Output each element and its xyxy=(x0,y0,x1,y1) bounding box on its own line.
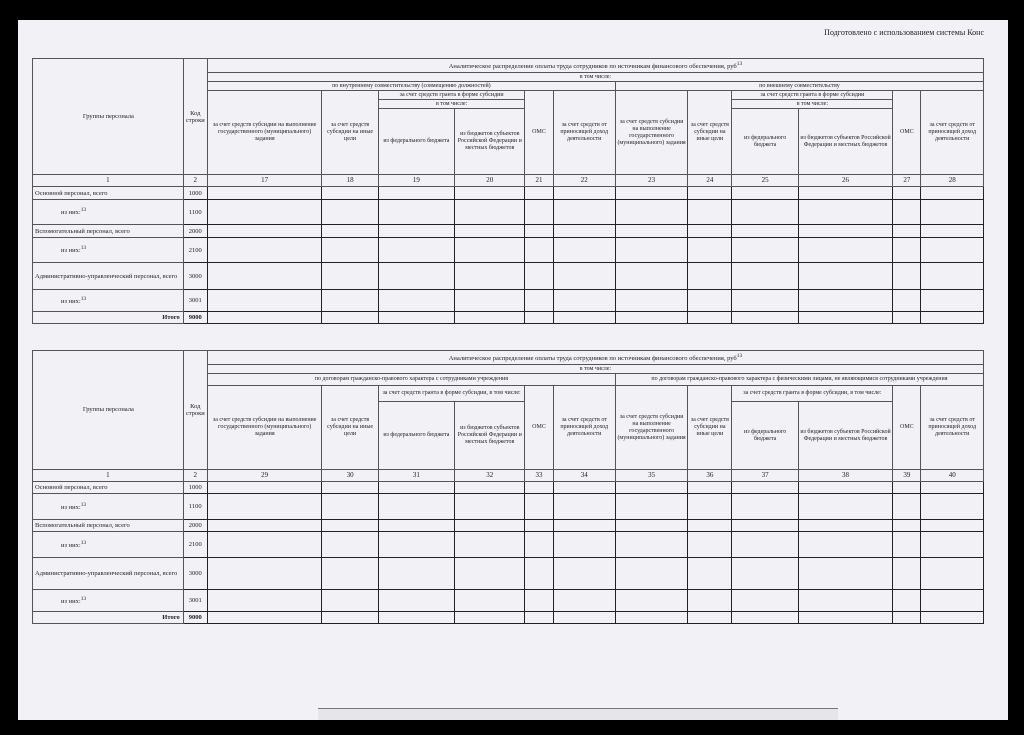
data-cell[interactable] xyxy=(378,532,454,558)
data-cell[interactable] xyxy=(688,520,732,532)
data-cell[interactable] xyxy=(207,312,322,324)
table-row xyxy=(33,590,984,612)
column-number: 34 xyxy=(553,470,615,482)
data-cell[interactable] xyxy=(688,558,732,590)
income-activity-header: за счет средств от приносящей доход деятельности xyxy=(553,386,615,470)
data-cell[interactable] xyxy=(921,200,984,225)
column-number: 39 xyxy=(893,470,921,482)
header-row-code: Код строки xyxy=(183,351,207,470)
column-number: 30 xyxy=(322,470,378,482)
data-cell[interactable] xyxy=(615,520,687,532)
data-cell[interactable] xyxy=(688,612,732,624)
data-cell[interactable] xyxy=(893,290,921,312)
data-cell[interactable] xyxy=(455,558,525,590)
other-subsidy-header: за счет средств субсидии на иные цели xyxy=(688,386,732,470)
data-cell[interactable] xyxy=(525,187,553,200)
row-code: 2000 xyxy=(183,225,207,238)
federal-budget-header: из федерального бюджета xyxy=(378,109,454,175)
data-cell[interactable] xyxy=(525,225,553,238)
table-row-total xyxy=(33,612,984,624)
data-cell[interactable] xyxy=(921,482,984,494)
header-personnel-groups: Группы персонала xyxy=(33,59,184,175)
table-row xyxy=(33,520,984,532)
data-cell[interactable] xyxy=(322,238,378,263)
data-cell[interactable] xyxy=(893,200,921,225)
row-code: 9000 xyxy=(183,312,207,324)
data-cell[interactable] xyxy=(798,312,892,324)
other-subsidy-header: за счет средств субсидии на иные цели xyxy=(688,91,732,175)
data-cell[interactable] xyxy=(688,225,732,238)
civil-staff-header: по договорам гражданско-правового характера с сотрудниками учреждения xyxy=(207,374,615,386)
data-cell[interactable] xyxy=(921,612,984,624)
data-cell[interactable] xyxy=(893,225,921,238)
data-cell[interactable] xyxy=(455,612,525,624)
data-cell[interactable] xyxy=(615,187,687,200)
column-number: 19 xyxy=(378,175,454,187)
data-cell[interactable] xyxy=(732,238,798,263)
data-cell[interactable] xyxy=(553,590,615,612)
data-cell[interactable] xyxy=(688,482,732,494)
grant-subsidy-header: за счет средств гранта в форме субсидии, в том числе: xyxy=(732,386,893,402)
row-code: 3000 xyxy=(183,558,207,590)
data-cell[interactable] xyxy=(798,558,892,590)
regional-budget-header: из бюджетов субъектов Российской Федерации и местных бюджетов xyxy=(455,402,525,470)
row-code: 3000 xyxy=(183,263,207,290)
data-cell[interactable] xyxy=(732,290,798,312)
document-page xyxy=(18,20,1008,720)
column-number: 1 xyxy=(33,470,184,482)
data-cell[interactable] xyxy=(322,558,378,590)
data-cell[interactable] xyxy=(322,612,378,624)
data-cell[interactable] xyxy=(688,187,732,200)
column-number: 27 xyxy=(893,175,921,187)
data-cell[interactable] xyxy=(732,200,798,225)
data-cell[interactable] xyxy=(207,187,322,200)
in-that-number-label: в том числе: xyxy=(207,73,983,82)
in-that-number-label: в том числе: xyxy=(207,365,983,374)
data-cell[interactable] xyxy=(615,590,687,612)
data-cell[interactable] xyxy=(322,187,378,200)
data-cell[interactable] xyxy=(798,532,892,558)
data-cell[interactable] xyxy=(798,238,892,263)
data-cell[interactable] xyxy=(322,482,378,494)
gz-subsidy-header: за счет средств субсидии на выполнение государственного (муниципального) задания xyxy=(207,91,322,175)
column-number: 20 xyxy=(455,175,525,187)
column-number: 18 xyxy=(322,175,378,187)
other-subsidy-header: за счет средств субсидии на иные цели xyxy=(322,386,378,470)
data-cell[interactable] xyxy=(525,558,553,590)
data-cell[interactable] xyxy=(615,312,687,324)
data-cell[interactable] xyxy=(322,200,378,225)
oms-header: ОМС xyxy=(893,91,921,175)
data-cell[interactable] xyxy=(322,225,378,238)
row-code: 1100 xyxy=(183,200,207,225)
column-number: 21 xyxy=(525,175,553,187)
data-cell[interactable] xyxy=(553,187,615,200)
data-cell[interactable] xyxy=(798,482,892,494)
data-cell[interactable] xyxy=(378,494,454,520)
column-number: 37 xyxy=(732,470,798,482)
data-cell[interactable] xyxy=(732,494,798,520)
federal-budget-header: из федерального бюджета xyxy=(732,402,798,470)
data-cell[interactable] xyxy=(798,225,892,238)
data-cell[interactable] xyxy=(615,200,687,225)
data-cell[interactable] xyxy=(525,238,553,263)
data-cell[interactable] xyxy=(732,558,798,590)
federal-budget-header: из федерального бюджета xyxy=(732,109,798,175)
column-number: 35 xyxy=(615,470,687,482)
data-cell[interactable] xyxy=(322,290,378,312)
header-row-code: Код строки xyxy=(183,59,207,175)
data-cell[interactable] xyxy=(615,290,687,312)
data-cell[interactable] xyxy=(553,558,615,590)
grant-subsidy-header: за счет средств гранта в форме субсидии xyxy=(378,91,525,100)
row-label: Административно-управленческий персонал, всего xyxy=(33,558,184,590)
data-cell[interactable] xyxy=(893,187,921,200)
data-cell[interactable] xyxy=(322,263,378,290)
data-cell[interactable] xyxy=(378,482,454,494)
data-cell[interactable] xyxy=(732,612,798,624)
data-cell[interactable] xyxy=(378,238,454,263)
table-row xyxy=(33,290,984,312)
data-cell[interactable] xyxy=(732,590,798,612)
data-cell[interactable] xyxy=(688,200,732,225)
row-code: 9000 xyxy=(183,612,207,624)
data-cell[interactable] xyxy=(798,290,892,312)
data-cell[interactable] xyxy=(893,263,921,290)
table-title: Аналитическое распределение оплаты труда сотрудников по источникам финансового обеспечения, руб$^{13}$ xyxy=(207,59,983,73)
data-cell[interactable] xyxy=(207,225,322,238)
data-cell[interactable] xyxy=(615,558,687,590)
data-cell[interactable] xyxy=(553,520,615,532)
regional-budget-header: из бюджетов субъектов Российской Федерации и местных бюджетов xyxy=(798,109,892,175)
data-cell[interactable] xyxy=(893,590,921,612)
data-cell[interactable] xyxy=(553,238,615,263)
data-cell[interactable] xyxy=(893,312,921,324)
data-cell[interactable] xyxy=(207,520,322,532)
data-cell[interactable] xyxy=(525,290,553,312)
row-label: Вспомогательный персонал, всего xyxy=(33,520,184,532)
data-cell[interactable] xyxy=(525,520,553,532)
data-cell[interactable] xyxy=(798,187,892,200)
data-cell[interactable] xyxy=(378,263,454,290)
row-label: из них:$^{13}$ xyxy=(33,590,184,612)
data-cell[interactable] xyxy=(921,187,984,200)
table-title: Аналитическое распределение оплаты труда сотрудников по источникам финансового обеспечения, руб$^{13}$ xyxy=(207,351,983,365)
data-cell[interactable] xyxy=(732,482,798,494)
header-personnel-groups: Группы персонала xyxy=(33,351,184,470)
data-cell[interactable] xyxy=(455,532,525,558)
data-cell[interactable] xyxy=(921,494,984,520)
data-cell[interactable] xyxy=(207,612,322,624)
data-cell[interactable] xyxy=(615,494,687,520)
data-cell[interactable] xyxy=(688,494,732,520)
data-cell[interactable] xyxy=(525,482,553,494)
data-cell[interactable] xyxy=(893,520,921,532)
data-cell[interactable] xyxy=(615,263,687,290)
data-cell[interactable] xyxy=(553,494,615,520)
row-label: из них:$^{13}$ xyxy=(33,238,184,263)
row-code: 3001 xyxy=(183,590,207,612)
row-label: Основной персонал, всего xyxy=(33,482,184,494)
data-cell[interactable] xyxy=(378,558,454,590)
data-cell[interactable] xyxy=(798,200,892,225)
data-cell[interactable] xyxy=(378,520,454,532)
table-row xyxy=(33,558,984,590)
data-cell[interactable] xyxy=(455,225,525,238)
oms-header: ОМС xyxy=(525,91,553,175)
data-cell[interactable] xyxy=(207,532,322,558)
regional-budget-header: из бюджетов субъектов Российской Федерации и местных бюджетов xyxy=(455,109,525,175)
data-cell[interactable] xyxy=(553,290,615,312)
data-cell[interactable] xyxy=(378,612,454,624)
data-cell[interactable] xyxy=(615,225,687,238)
oms-header: ОМС xyxy=(893,386,921,470)
data-cell[interactable] xyxy=(798,612,892,624)
data-cell[interactable] xyxy=(615,532,687,558)
data-cell[interactable] xyxy=(921,263,984,290)
row-label: из них:$^{13}$ xyxy=(33,290,184,312)
row-code: 2000 xyxy=(183,520,207,532)
data-cell[interactable] xyxy=(921,558,984,590)
row-label: из них:$^{13}$ xyxy=(33,200,184,225)
payroll-table-internal-external xyxy=(32,58,984,324)
data-cell[interactable] xyxy=(553,312,615,324)
data-cell[interactable] xyxy=(378,187,454,200)
data-cell[interactable] xyxy=(553,200,615,225)
data-cell[interactable] xyxy=(688,238,732,263)
income-activity-header: за счет средств от приносящей доход деятельности xyxy=(921,91,984,175)
data-cell[interactable] xyxy=(553,263,615,290)
column-number: 24 xyxy=(688,175,732,187)
data-cell[interactable] xyxy=(322,590,378,612)
column-number: 33 xyxy=(525,470,553,482)
data-cell[interactable] xyxy=(798,494,892,520)
row-code: 2100 xyxy=(183,532,207,558)
data-cell[interactable] xyxy=(322,520,378,532)
grant-subsidy-header: за счет средств гранта в форме субсидии xyxy=(732,91,893,100)
federal-budget-header: из федерального бюджета xyxy=(378,402,454,470)
data-cell[interactable] xyxy=(732,225,798,238)
row-label: из них:$^{13}$ xyxy=(33,494,184,520)
data-cell[interactable] xyxy=(207,290,322,312)
data-cell[interactable] xyxy=(553,482,615,494)
data-cell[interactable] xyxy=(378,200,454,225)
grant-subsidy-header: за счет средств гранта в форме субсидии, в том числе: xyxy=(378,386,525,402)
data-cell[interactable] xyxy=(455,590,525,612)
total-label: Итого xyxy=(33,612,184,624)
data-cell[interactable] xyxy=(688,312,732,324)
data-cell[interactable] xyxy=(921,312,984,324)
gz-subsidy-header: за счет средств субсидии на выполнение государственного (муниципального) задания xyxy=(207,386,322,470)
data-cell[interactable] xyxy=(921,238,984,263)
data-cell[interactable] xyxy=(732,263,798,290)
row-label: Административно-управленческий персонал, всего xyxy=(33,263,184,290)
other-subsidy-header: за счет средств субсидии на иные цели xyxy=(322,91,378,175)
attribution-text: Подготовлено с использованием системы Конс xyxy=(824,28,984,37)
row-code: 1000 xyxy=(183,482,207,494)
row-label: из них:$^{13}$ xyxy=(33,532,184,558)
data-cell[interactable] xyxy=(732,532,798,558)
data-cell[interactable] xyxy=(525,494,553,520)
data-cell[interactable] xyxy=(893,558,921,590)
column-number: 23 xyxy=(615,175,687,187)
data-cell[interactable] xyxy=(615,238,687,263)
row-code: 3001 xyxy=(183,290,207,312)
data-cell[interactable] xyxy=(525,312,553,324)
column-number: 40 xyxy=(921,470,984,482)
external-part-time-header: по внешнему совместительству xyxy=(615,82,983,91)
data-cell[interactable] xyxy=(207,590,322,612)
row-code: 1100 xyxy=(183,494,207,520)
data-cell[interactable] xyxy=(322,494,378,520)
data-cell[interactable] xyxy=(207,200,322,225)
data-cell[interactable] xyxy=(207,494,322,520)
column-number: 38 xyxy=(798,470,892,482)
in-that-number-label: в том числе: xyxy=(378,100,525,109)
data-cell[interactable] xyxy=(921,532,984,558)
data-cell[interactable] xyxy=(893,612,921,624)
data-cell[interactable] xyxy=(615,612,687,624)
table-row xyxy=(33,200,984,225)
data-cell[interactable] xyxy=(688,263,732,290)
data-cell[interactable] xyxy=(921,590,984,612)
column-number: 31 xyxy=(378,470,454,482)
row-label: Основной персонал, всего xyxy=(33,187,184,200)
row-code: 1000 xyxy=(183,187,207,200)
data-cell[interactable] xyxy=(378,290,454,312)
data-cell[interactable] xyxy=(525,200,553,225)
data-cell[interactable] xyxy=(688,532,732,558)
income-activity-header: за счет средств от приносящей доход деятельности xyxy=(553,91,615,175)
data-cell[interactable] xyxy=(798,520,892,532)
underlying-page-edge xyxy=(318,708,838,720)
table-row xyxy=(33,238,984,263)
data-cell[interactable] xyxy=(893,482,921,494)
table-row xyxy=(33,263,984,290)
data-cell[interactable] xyxy=(455,187,525,200)
data-cell[interactable] xyxy=(455,482,525,494)
income-activity-header: за счет средств от приносящей доход деятельности xyxy=(921,386,984,470)
data-cell[interactable] xyxy=(525,263,553,290)
data-cell[interactable] xyxy=(798,263,892,290)
table-row xyxy=(33,482,984,494)
column-number: 2 xyxy=(183,175,207,187)
data-cell[interactable] xyxy=(525,590,553,612)
gz-subsidy-header: за счет средств субсидии на выполнение государственного (муниципального) задания xyxy=(615,386,687,470)
data-cell[interactable] xyxy=(322,312,378,324)
data-cell[interactable] xyxy=(378,312,454,324)
column-number: 36 xyxy=(688,470,732,482)
data-cell[interactable] xyxy=(798,590,892,612)
data-cell[interactable] xyxy=(553,532,615,558)
column-number: 17 xyxy=(207,175,322,187)
data-cell[interactable] xyxy=(732,187,798,200)
total-label: Итого xyxy=(33,312,184,324)
data-cell[interactable] xyxy=(553,612,615,624)
table-row xyxy=(33,187,984,200)
data-cell[interactable] xyxy=(455,263,525,290)
column-number: 1 xyxy=(33,175,184,187)
data-cell[interactable] xyxy=(615,482,687,494)
column-number: 26 xyxy=(798,175,892,187)
payroll-table-civil-contracts xyxy=(32,350,984,624)
data-cell[interactable] xyxy=(553,225,615,238)
data-cell[interactable] xyxy=(207,238,322,263)
column-number: 2 xyxy=(183,470,207,482)
data-cell[interactable] xyxy=(893,532,921,558)
row-code: 2100 xyxy=(183,238,207,263)
data-cell[interactable] xyxy=(921,520,984,532)
data-cell[interactable] xyxy=(207,263,322,290)
data-cell[interactable] xyxy=(893,494,921,520)
data-cell[interactable] xyxy=(921,225,984,238)
column-number: 29 xyxy=(207,470,322,482)
civil-persons-header: по договорам гражданско-правового характера с физическими лицами, не являющимися сотрудниками учреждения xyxy=(615,374,983,386)
table-row xyxy=(33,494,984,520)
in-that-number-label: в том числе: xyxy=(732,100,893,109)
data-cell[interactable] xyxy=(322,532,378,558)
data-cell[interactable] xyxy=(455,200,525,225)
data-cell[interactable] xyxy=(455,494,525,520)
data-cell[interactable] xyxy=(688,590,732,612)
column-number: 25 xyxy=(732,175,798,187)
data-cell[interactable] xyxy=(455,312,525,324)
column-number: 28 xyxy=(921,175,984,187)
data-cell[interactable] xyxy=(688,290,732,312)
data-cell[interactable] xyxy=(378,225,454,238)
table-row xyxy=(33,225,984,238)
data-cell[interactable] xyxy=(207,482,322,494)
oms-header: ОМС xyxy=(525,386,553,470)
regional-budget-header: из бюджетов субъектов Российской Федерации и местных бюджетов xyxy=(798,402,892,470)
table-row xyxy=(33,532,984,558)
column-number: 32 xyxy=(455,470,525,482)
table-row-total xyxy=(33,312,984,324)
data-cell[interactable] xyxy=(455,520,525,532)
data-cell[interactable] xyxy=(378,590,454,612)
row-label: Вспомогательный персонал, всего xyxy=(33,225,184,238)
data-cell[interactable] xyxy=(893,238,921,263)
data-cell[interactable] xyxy=(732,312,798,324)
column-number: 22 xyxy=(553,175,615,187)
internal-part-time-header: по внутреннему совместительству (совмещению должностей) xyxy=(207,82,615,91)
gz-subsidy-header: за счет средств субсидии на выполнение государственного (муниципального) задания xyxy=(615,91,687,175)
data-cell[interactable] xyxy=(525,532,553,558)
data-cell[interactable] xyxy=(921,290,984,312)
data-cell[interactable] xyxy=(455,238,525,263)
data-cell[interactable] xyxy=(525,612,553,624)
data-cell[interactable] xyxy=(207,558,322,590)
data-cell[interactable] xyxy=(732,520,798,532)
data-cell[interactable] xyxy=(455,290,525,312)
